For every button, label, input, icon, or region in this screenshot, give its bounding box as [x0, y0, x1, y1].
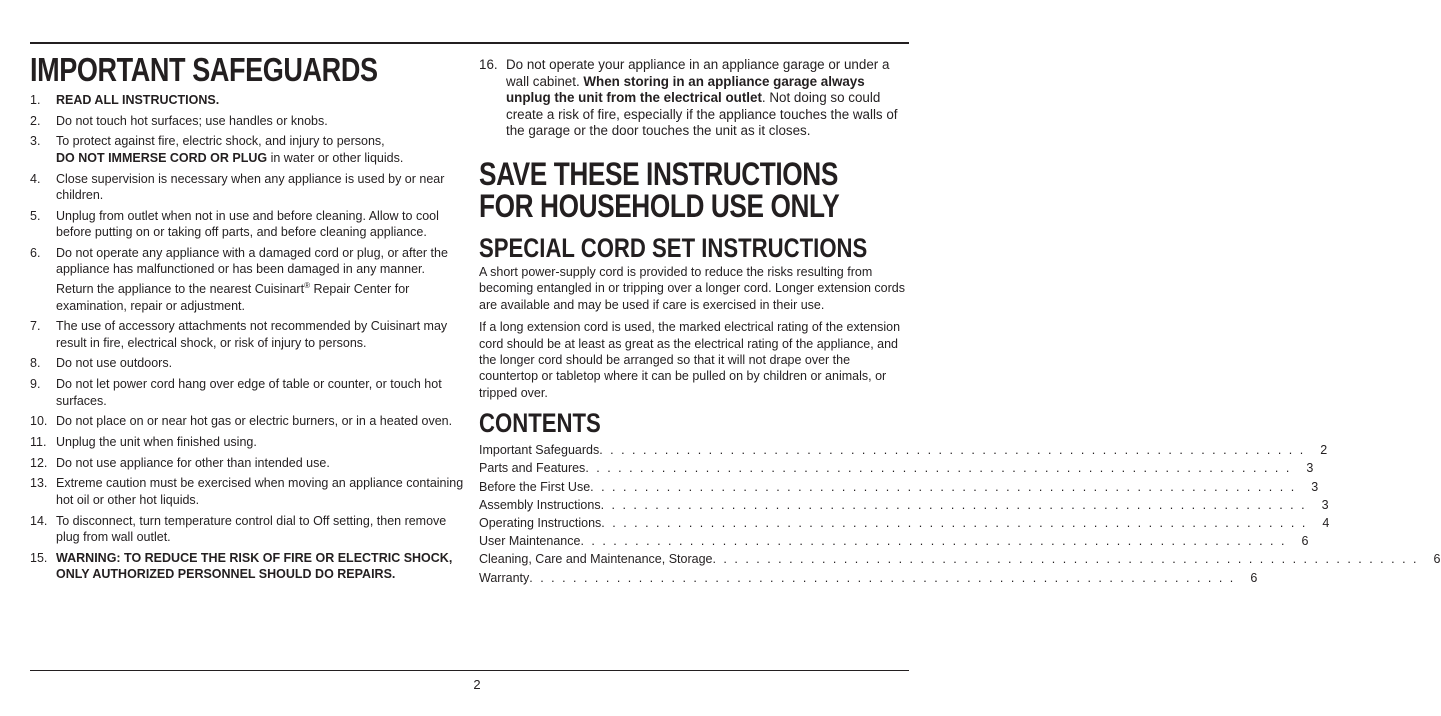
list-item: 8. Do not use outdoors. — [30, 356, 173, 371]
cord-paragraph-2: If a long extension cord is used, the marked electrical rating of the extension cord should be at least as great as the electrical rating of the appliance, and the longer cord should be arranged so that it will not drape over the countertop or tabletop where it can be pulled on by children or animals, or tripped over. — [479, 320, 901, 400]
toc-leader: . . . . . . . . . . . . . . . . . . . . . . . . . . . . . . . . . . . . . . . . . . . . . . . . . . . . . . . . . . . . . . . . . — [529, 570, 1236, 585]
list-item: 3. To protect against fire, electric shock, and injury to persons, DO NOT IMMERSE CORD OR PLUG in water or other liquids. — [30, 134, 404, 165]
cord-set-heading: SPECIAL CORD SET INSTRUCTIONS — [479, 232, 868, 263]
toc-row[interactable]: Parts and Features . . . . . . . . . . . . . . . . . . . . . . . . . . . . . . . . . . . . . . . . . . . . . . . . . . . . . . . . . . . . . . . . . 3 — [479, 459, 894, 477]
right-column — [479, 57, 1441, 587]
page-number: 2 — [473, 677, 481, 692]
list-item: 2. Do not touch hot surfaces; use handles or knobs. — [30, 113, 328, 128]
toc-row[interactable]: User Maintenance . . . . . . . . . . . . . . . . . . . . . . . . . . . . . . . . . . . . . . . . . . . . . . . . . . . . . . . . . . . . . . . . . 6 — [479, 532, 894, 550]
toc-leader: . . . . . . . . . . . . . . . . . . . . . . . . . . . . . . . . . . . . . . . . . . . . . . . . . . . . . . . . . . . . . . . . . — [712, 552, 1419, 567]
toc-row[interactable]: Assembly Instructions . . . . . . . . . . . . . . . . . . . . . . . . . . . . . . . . . . . . . . . . . . . . . . . . . . . . . . . . . . . . . . . . . 3 — [479, 496, 894, 514]
toc-row[interactable]: Operating Instructions . . . . . . . . . . . . . . . . . . . . . . . . . . . . . . . . . . . . . . . . . . . . . . . . . . . . . . . . . . . . . . . . . 4 — [479, 514, 894, 532]
safeguards-list — [30, 92, 464, 583]
toc-leader: . . . . . . . . . . . . . . . . . . . . . . . . . . . . . . . . . . . . . . . . . . . . . . . . . . . . . . . . . . . . . . . . . — [599, 443, 1306, 458]
left-column — [30, 52, 464, 587]
toc-row[interactable]: Cleaning, Care and Maintenance, Storage . . . . . . . . . . . . . . . . . . . . . . . . . . . . . . . . . . . . . . . . . . . . . . . . . . . . . . . . . . . . . . . . . 6 — [479, 550, 894, 568]
toc-leader: . . . . . . . . . . . . . . . . . . . . . . . . . . . . . . . . . . . . . . . . . . . . . . . . . . . . . . . . . . . . . . . . . — [590, 479, 1297, 494]
list-item: 14. To disconnect, turn temperature control dial to Off setting, then remove plug from wall outlet. — [30, 513, 447, 545]
list-item-16: 16. Do not operate your appliance in an appliance garage or under a wall cabinet. When storing in an appliance garage always unplug the unit from the electrical outlet. Not doing so could create a risk of fire, especially if the appliance touches the walls of the garage or the door touches the unit as it closes. — [479, 57, 898, 139]
list-item: 11. Unplug the unit when finished using. — [30, 435, 257, 450]
list-item: 6. Do not operate any appliance with a damaged cord or plug, or after the appliance has malfunctioned or has been damaged in any manner. Return the appliance to the nearest Cuisinart® Repair Center for examination, repair or adjustment. — [30, 245, 448, 313]
save-instructions-heading: SAVE THESE INSTRUCTIONS FOR HOUSEHOLD USE ONLY — [479, 155, 840, 224]
toc-leader: . . . . . . . . . . . . . . . . . . . . . . . . . . . . . . . . . . . . . . . . . . . . . . . . . . . . . . . . . . . . . . . . . — [580, 534, 1287, 549]
toc-leader: . . . . . . . . . . . . . . . . . . . . . . . . . . . . . . . . . . . . . . . . . . . . . . . . . . . . . . . . . . . . . . . . . — [585, 461, 1292, 476]
cord-paragraph-1: A short power-supply cord is provided to reduce the risks resulting from becoming entangled in or tripping over a longer cord. Longer extension cords are available and may be used if care is exercised in their use. — [479, 264, 905, 312]
table-of-contents — [479, 441, 1441, 587]
list-item: 7. The use of accessory attachments not recommended by Cuisinart may result in fire, electrical shock, or risk of injury to persons. — [30, 319, 448, 350]
top-rule — [30, 42, 909, 44]
list-item: 1. READ ALL INSTRUCTIONS. — [30, 93, 220, 107]
toc-row[interactable]: Warranty . . . . . . . . . . . . . . . . . . . . . . . . . . . . . . . . . . . . . . . . . . . . . . . . . . . . . . . . . . . . . . . . . 6 — [479, 569, 894, 587]
bottom-rule — [30, 670, 909, 671]
list-item: 4. Close supervision is necessary when any appliance is used by or near children. — [30, 171, 445, 203]
toc-leader: . . . . . . . . . . . . . . . . . . . . . . . . . . . . . . . . . . . . . . . . . . . . . . . . . . . . . . . . . . . . . . . . . — [600, 497, 1307, 512]
list-item: 15. WARNING: TO REDUCE THE RISK OF FIRE OR ELECTRIC SHOCK, ONLY AUTHORIZED PERSONNEL SHOULD DO REPAIRS. — [30, 550, 453, 582]
contents-heading: CONTENTS — [479, 408, 601, 439]
list-item: 12. Do not use appliance for other than intended use. — [30, 455, 330, 470]
toc-row[interactable]: Important Safeguards . . . . . . . . . . . . . . . . . . . . . . . . . . . . . . . . . . . . . . . . . . . . . . . . . . . . . . . . . . . . . . . . . 2 — [479, 441, 894, 459]
toc-leader: . . . . . . . . . . . . . . . . . . . . . . . . . . . . . . . . . . . . . . . . . . . . . . . . . . . . . . . . . . . . . . . . . — [601, 516, 1308, 531]
list-item: 5. Unplug from outlet when not in use and before cleaning. Allow to cool before putting on or taking off parts, and before cleaning appliance. — [30, 208, 439, 240]
list-item: 9. Do not let power cord hang over edge of table or counter, or touch hot surfaces. — [30, 377, 442, 408]
list-item: 13. Extreme caution must be exercised when moving an appliance containing hot oil or other hot liquids. — [30, 476, 464, 507]
list-item: 10. Do not place on or near hot gas or electric burners, or in a heated oven. — [30, 414, 453, 429]
toc-row[interactable]: Before the First Use . . . . . . . . . . . . . . . . . . . . . . . . . . . . . . . . . . . . . . . . . . . . . . . . . . . . . . . . . . . . . . . . . 3 — [479, 478, 894, 496]
safeguards-heading: IMPORTANT SAFEGUARDS — [30, 51, 378, 88]
